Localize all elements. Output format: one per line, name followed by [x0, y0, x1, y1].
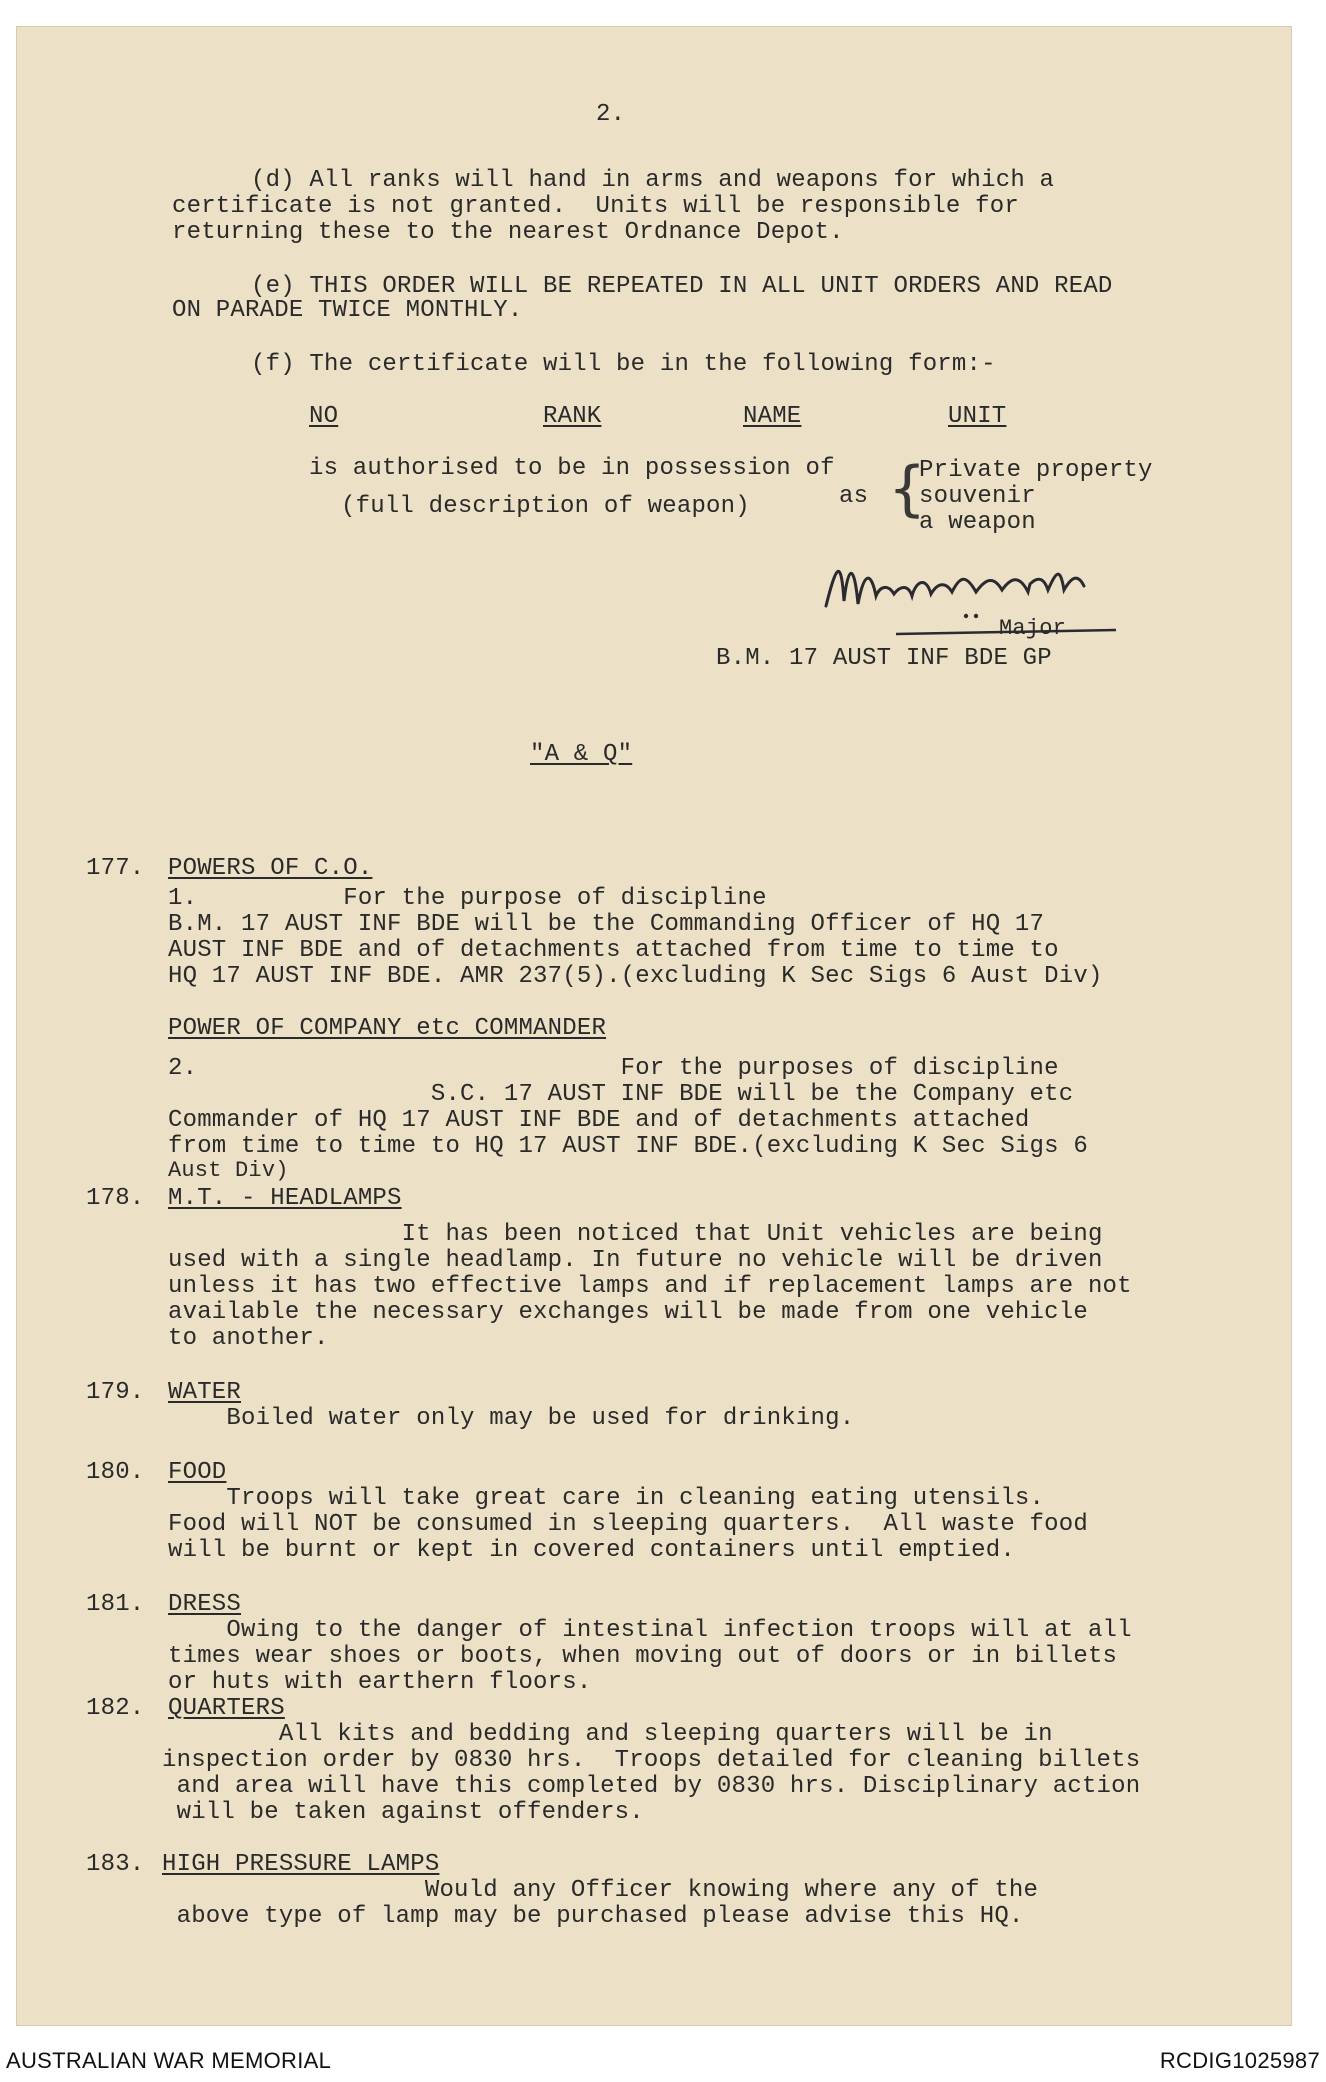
item-number: 179. [86, 1379, 145, 1406]
item-182-line-1: All kits and bedding and sleeping quarters will be in [162, 1721, 1053, 1748]
signature-title: B.M. 17 AUST INF BDE GP [716, 645, 1052, 672]
item-number: 183. [86, 1851, 145, 1878]
item-180-line-1: Troops will take great care in cleaning eating utensils. [168, 1485, 1045, 1512]
document-page [16, 26, 1292, 2026]
item-178-line-4: available the necessary exchanges will be made from one vehicle [168, 1299, 1088, 1326]
item-181-line-2: times wear shoes or boots, when moving out of doors or in billets [168, 1643, 1118, 1670]
cert-header-no: NO [309, 403, 339, 430]
item-178-line-5: to another. [168, 1325, 329, 1352]
item-181-line-3: or huts with earthern floors. [168, 1669, 592, 1696]
para-d-line-1: (d) All ranks will hand in arms and weapons for which a [251, 167, 1055, 194]
cert-header-name: NAME [743, 403, 802, 430]
item-181-line-1: Owing to the danger of intestinal infection troops will at all [168, 1617, 1132, 1644]
item-178-line-3: unless it has two effective lamps and if replacement lamps are not [168, 1273, 1132, 1300]
item-177-subtitle: POWER OF COMPANY etc COMMANDER [168, 1015, 607, 1042]
item-177-line-3: AUST INF BDE and of detachments attached from time to time to [168, 937, 1059, 964]
item-177-line-2: B.M. 17 AUST INF BDE will be the Commanding Officer of HQ 17 [168, 911, 1045, 938]
item-title: M.T. - HEADLAMPS [168, 1185, 402, 1212]
item-number: 177. [86, 855, 145, 882]
item-182-line-4: will be taken against offenders. [162, 1799, 644, 1826]
cert-line-2: (full description of weapon) [341, 493, 750, 520]
item-title: HIGH PRESSURE LAMPS [162, 1851, 440, 1878]
cert-option-private-property: Private property [919, 457, 1153, 484]
item-177-line-1: 1. For the purpose of discipline [168, 885, 767, 912]
signature-rank: Major [999, 616, 1067, 641]
item-title: QUARTERS [168, 1695, 285, 1722]
cert-header-unit: UNIT [948, 403, 1007, 430]
item-177-line2-4: from time to time to HQ 17 AUST INF BDE.(excluding K Sec Sigs 6 [168, 1133, 1088, 1160]
item-183-line-2: above type of lamp may be purchased please advise this HQ. [162, 1903, 1024, 1930]
item-179-line-1: Boiled water only may be used for drinking. [168, 1405, 855, 1432]
para-e-line-1: (e) THIS ORDER WILL BE REPEATED IN ALL UNIT ORDERS AND READ [251, 273, 1113, 300]
item-183-line-1: Would any Officer knowing where any of the [162, 1877, 1039, 1904]
page-number: 2. [596, 101, 626, 128]
item-title: WATER [168, 1379, 242, 1406]
item-178-line-1: It has been noticed that Unit vehicles are being [168, 1221, 1103, 1248]
item-title: FOOD [168, 1459, 227, 1486]
cert-option-souvenir: souvenir [919, 483, 1036, 510]
brace-symbol: { [888, 454, 927, 524]
item-number: 180. [86, 1459, 145, 1486]
cert-header-rank: RANK [543, 403, 602, 430]
item-177-line2-5: Aust Div) [168, 1158, 289, 1183]
cert-option-weapon: a weapon [919, 509, 1036, 536]
item-180-line-2: Food will NOT be consumed in sleeping quarters. All waste food [168, 1511, 1088, 1538]
item-number: 182. [86, 1695, 145, 1722]
item-number: 181. [86, 1591, 145, 1618]
footer-id: RCDIG1025987 [1159, 2048, 1320, 2073]
item-182-line-2: inspection order by 0830 hrs. Troops detailed for cleaning billets [162, 1747, 1141, 1774]
para-f: (f) The certificate will be in the following form:- [251, 351, 996, 378]
item-177-line2-1: 2. For the purposes of discipline [168, 1055, 1059, 1082]
item-178-line-2: used with a single headlamp. In future no vehicle will be driven [168, 1247, 1103, 1274]
item-number: 178. [86, 1185, 145, 1212]
item-title: POWERS OF C.O. [168, 855, 373, 882]
para-d-line-2: certificate is not granted. Units will be responsible for [172, 193, 1019, 220]
item-177-line2-2: S.C. 17 AUST INF BDE will be the Company etc [168, 1081, 1074, 1108]
item-180-line-3: will be burnt or kept in covered containers until emptied. [168, 1537, 1015, 1564]
section-heading: "A & Q" [530, 741, 633, 768]
para-d-line-3: returning these to the nearest Ordnance Depot. [172, 219, 844, 246]
item-title: DRESS [168, 1591, 242, 1618]
para-e-line-2: ON PARADE TWICE MONTHLY. [172, 297, 523, 324]
item-177-line2-3: Commander of HQ 17 AUST INF BDE and of detachments attached [168, 1107, 1030, 1134]
item-182-line-3: and area will have this completed by 0830 hrs. Disciplinary action [162, 1773, 1141, 1800]
cert-line-1: is authorised to be in possession of [309, 455, 835, 482]
footer-source: AUSTRALIAN WAR MEMORIAL [6, 2048, 332, 2073]
item-177-line-4: HQ 17 AUST INF BDE. AMR 237(5).(excluding K Sec Sigs 6 Aust Div) [168, 963, 1103, 990]
cert-as: as [839, 483, 869, 510]
